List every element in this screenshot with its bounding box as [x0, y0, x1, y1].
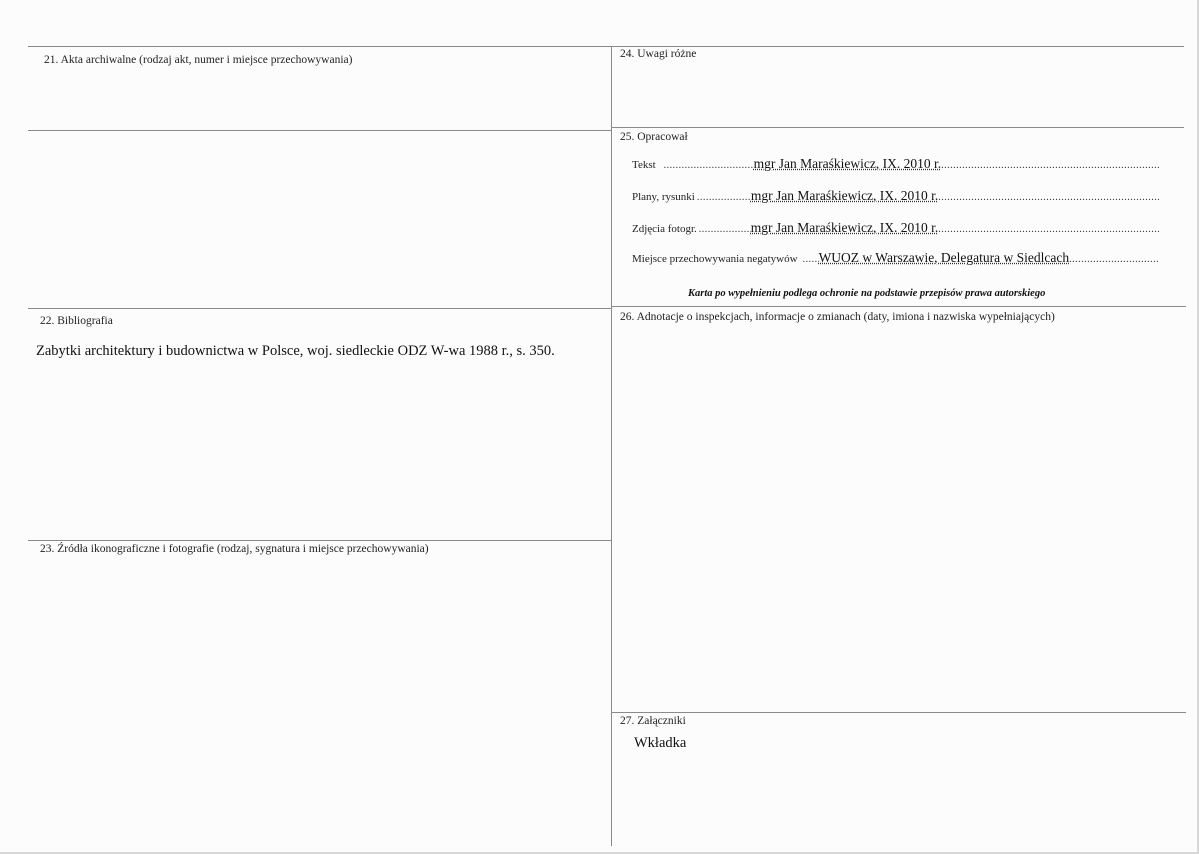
column-divider — [611, 46, 612, 846]
divider-after-24 — [611, 127, 1184, 128]
dot-leader — [803, 254, 819, 265]
tekst-label: Tekst — [632, 159, 656, 171]
dot-leader — [699, 224, 751, 235]
dot-leader — [697, 192, 751, 203]
dot-leader — [664, 160, 754, 171]
miejsce-value: WUOZ w Warszawie, Delegatura w Siedlcach — [818, 250, 1070, 265]
top-border-line — [28, 46, 1184, 47]
section-27-label: 27. Załączniki — [620, 715, 686, 727]
plany-label: Plany, rysunki — [632, 191, 695, 203]
copyright-note: Karta po wypełnieniu podlega ochronie na podstawie przepisów prawa autorskiego — [688, 288, 1046, 299]
zdjecia-label: Zdjęcia fotogr. — [632, 223, 697, 235]
section-25-label: 25. Opracował — [620, 131, 688, 143]
section-22-label: 22. Bibliografia — [40, 315, 113, 327]
divider-after-25-left — [28, 308, 611, 309]
dot-leader — [938, 192, 1159, 203]
tekst-row — [632, 156, 1159, 172]
section-21-label: 21. Akta archiwalne (rodzaj akt, numer i miejsce przechowywania) — [44, 54, 353, 66]
section-23-label: 23. Źródła ikonograficzne i fotografie (rodzaj, sygnatura i miejsce przechowywania) — [40, 543, 429, 555]
divider-after-22 — [28, 540, 611, 541]
miejsce-row — [632, 250, 1159, 266]
divider-after-25-right — [611, 306, 1186, 307]
section-26-label: 26. Adnotacje o inspekcjach, informacje o zmianach (daty, imiona i nazwiska wypełniających) — [620, 311, 1055, 323]
dot-leader — [938, 224, 1159, 235]
miejsce-label: Miejsce przechowywania negatywów — [632, 253, 798, 265]
dot-leader — [941, 160, 1159, 171]
bibliography-entry: Zabytki architektury i budownictwa w Polsce, woj. siedleckie ODZ W-wa 1988 r., s. 350. — [36, 343, 555, 359]
divider-after-26 — [611, 712, 1186, 713]
plany-value: mgr Jan Maraśkiewicz, IX. 2010 r. — [750, 188, 939, 203]
tekst-value: mgr Jan Maraśkiewicz, IX. 2010 r. — [753, 156, 942, 171]
plany-row — [632, 188, 1159, 204]
dot-leader — [1069, 254, 1159, 265]
zdjecia-row — [632, 220, 1159, 236]
zdjecia-value: mgr Jan Maraśkiewicz, IX. 2010 r. — [750, 220, 939, 235]
section-24-label: 24. Uwagi różne — [620, 48, 697, 60]
divider-after-21 — [28, 130, 611, 131]
attachments-value: Wkładka — [634, 735, 687, 751]
